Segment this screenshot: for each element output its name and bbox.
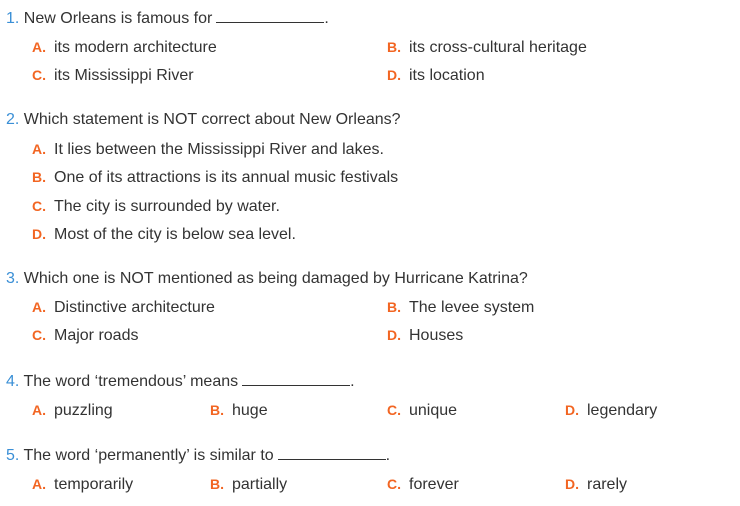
option-text: Major roads xyxy=(54,327,139,344)
option-text: Distinctive architecture xyxy=(54,299,215,316)
question-number: 5. xyxy=(6,447,20,464)
option-3a[interactable] xyxy=(32,297,215,318)
option-letter: A. xyxy=(32,476,46,492)
option-text: its location xyxy=(409,67,485,84)
option-5d[interactable] xyxy=(565,474,627,495)
option-letter: A. xyxy=(32,299,46,315)
option-1a[interactable] xyxy=(32,37,217,58)
question-1 xyxy=(6,8,329,29)
option-text: One of its attractions is its annual music festivals xyxy=(54,169,399,186)
option-letter: D. xyxy=(32,226,46,242)
option-letter: C. xyxy=(32,198,46,214)
option-text: partially xyxy=(232,476,288,493)
option-letter: B. xyxy=(387,39,401,55)
option-4b[interactable] xyxy=(210,400,268,421)
question-number: 3. xyxy=(6,270,20,287)
question-text: Which statement is NOT correct about New Orleans? xyxy=(23,111,401,128)
option-2b[interactable] xyxy=(32,167,398,188)
option-4c[interactable] xyxy=(387,400,457,421)
question-number: 2. xyxy=(6,111,20,128)
question-2 xyxy=(6,110,401,130)
option-text: forever xyxy=(409,476,459,493)
option-text: The city is surrounded by water. xyxy=(54,198,280,215)
option-4d[interactable] xyxy=(565,400,657,421)
answer-blank xyxy=(216,8,324,23)
question-5 xyxy=(6,445,390,466)
question-tail: . xyxy=(324,10,329,27)
option-3c[interactable] xyxy=(32,325,138,346)
question-text: New Orleans is famous for xyxy=(23,10,213,27)
option-5c[interactable] xyxy=(387,474,459,495)
option-letter: C. xyxy=(387,476,401,492)
option-text: huge xyxy=(232,402,268,419)
option-3d[interactable] xyxy=(387,325,463,346)
option-letter: D. xyxy=(565,476,579,492)
option-text: rarely xyxy=(587,476,628,493)
option-letter: D. xyxy=(387,327,401,343)
answer-blank xyxy=(278,445,386,460)
option-letter: B. xyxy=(210,476,224,492)
question-text: The word ‘tremendous’ means xyxy=(23,373,239,390)
option-letter: A. xyxy=(32,141,46,157)
option-text: The levee system xyxy=(409,299,535,316)
option-letter: B. xyxy=(32,169,46,185)
option-text: Most of the city is below sea level. xyxy=(54,226,296,243)
option-text: its modern architecture xyxy=(54,39,217,56)
option-letter: B. xyxy=(210,402,224,418)
option-letter: C. xyxy=(32,67,46,83)
option-4a[interactable] xyxy=(32,400,113,421)
question-tail: . xyxy=(350,373,355,390)
option-2c[interactable] xyxy=(32,196,280,217)
option-5a[interactable] xyxy=(32,474,133,495)
option-letter: D. xyxy=(387,67,401,83)
question-tail: . xyxy=(385,447,391,464)
option-text: Houses xyxy=(409,327,464,344)
question-text: Which one is NOT mentioned as being damaged by Hurricane Katrina? xyxy=(23,270,528,287)
option-text: puzzling xyxy=(54,402,113,419)
option-letter: C. xyxy=(387,402,401,418)
question-text: The word ‘permanently’ is similar to xyxy=(23,447,274,464)
question-4 xyxy=(6,371,355,392)
option-text: temporarily xyxy=(54,476,134,493)
question-number: 4. xyxy=(6,373,20,390)
option-3b[interactable] xyxy=(387,297,534,318)
option-letter: B. xyxy=(387,299,401,315)
question-number: 1. xyxy=(6,10,20,27)
option-text: its Mississippi River xyxy=(54,67,194,84)
option-text: It lies between the Mississippi River and lakes. xyxy=(54,141,384,158)
option-text: unique xyxy=(409,402,458,419)
option-2d[interactable] xyxy=(32,224,296,245)
question-3 xyxy=(6,269,528,289)
option-text: its cross-cultural heritage xyxy=(409,39,587,56)
option-text: legendary xyxy=(587,402,658,419)
answer-blank xyxy=(242,371,350,386)
option-letter: C. xyxy=(32,327,46,343)
option-letter: A. xyxy=(32,402,46,418)
option-letter: D. xyxy=(565,402,579,418)
option-1d[interactable] xyxy=(387,65,485,86)
option-1b[interactable] xyxy=(387,37,587,58)
option-1c[interactable] xyxy=(32,65,194,86)
option-2a[interactable] xyxy=(32,139,384,160)
option-letter: A. xyxy=(32,39,46,55)
option-5b[interactable] xyxy=(210,474,287,495)
